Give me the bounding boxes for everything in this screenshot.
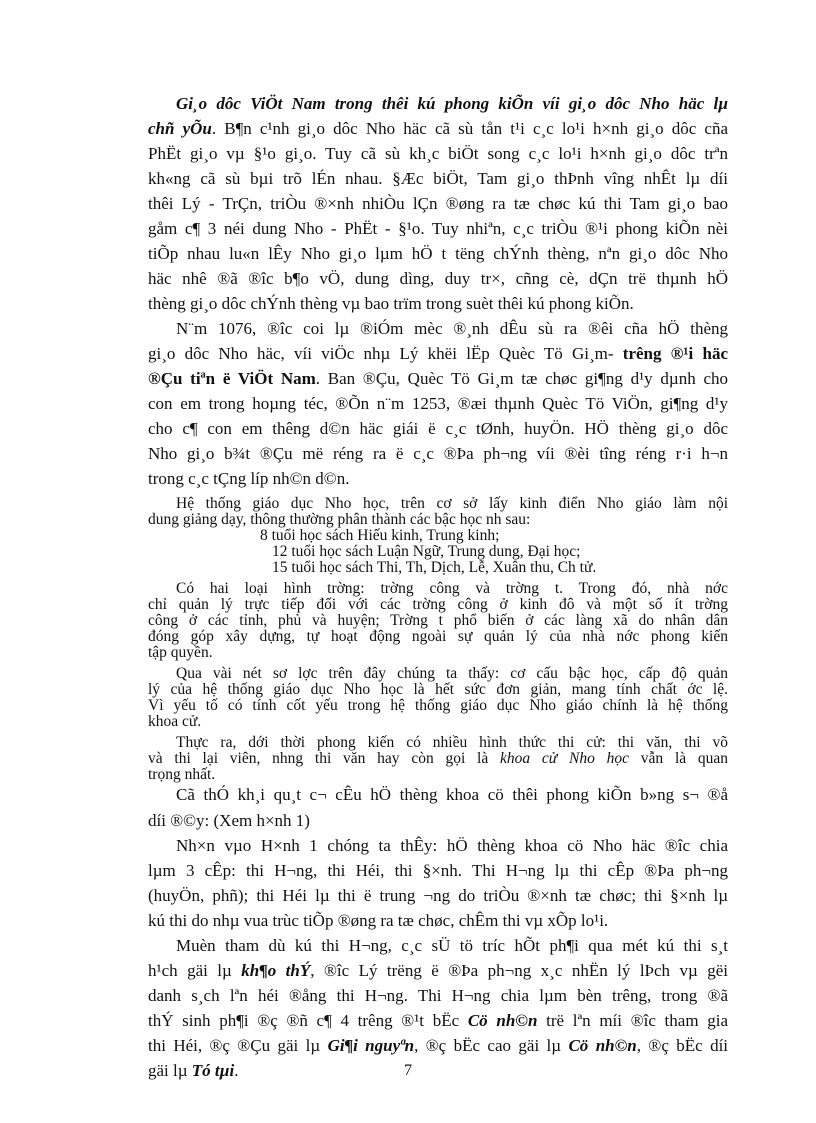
p9-line-5 bbox=[148, 1036, 728, 1055]
p6-emphasis: khoa cử Nho học bbox=[500, 750, 630, 767]
p7-line-2: díi ®©y: (Xem h×nh 1) bbox=[148, 811, 310, 830]
p3-line-5: 15 tuổi học sách Thi, Th, Dịch, Lễ, Xuân thu, Ch tử. bbox=[272, 559, 597, 576]
p2-emphasis-2: ®Çu tiªn ë ViÖt Nam bbox=[148, 369, 316, 388]
p9-emphasis-1: kh¶o thÝ bbox=[241, 961, 311, 980]
p3-line-4: 12 tuổi học sách Luận Ngữ, Trung dung, Đại học; bbox=[272, 543, 581, 560]
p1-line-8: häc nhê ®ã ®îc b¶o vÖ, dung dìng, duy tr×, cñng cè, dÇn trë thµnh hÖ bbox=[148, 269, 728, 288]
p9-line-6-c: . bbox=[234, 1061, 239, 1080]
p9-emphasis-3: Gi¶i nguyªn bbox=[327, 1036, 415, 1055]
p6-line-3: trọng nhất. bbox=[148, 766, 216, 783]
p1-line-2-text: . B¶n c¹nh gi¸o dôc Nho häc cã sù tån t¹i c¸c lo¹i h×nh gi¸o dôc cña bbox=[211, 119, 728, 138]
p1-emphasis: chñ yÕu bbox=[148, 119, 212, 138]
p4-line-4: đóng góp xây dựng, tự hoạt động ngoài sự quản lý của nhà nớc phong kiến bbox=[148, 628, 728, 645]
page-number: 7 bbox=[404, 1062, 412, 1079]
p3-line-2: dung giảng dạy, thông thường phân thành các bậc học nh sau: bbox=[148, 511, 531, 528]
p4-line-1: Có hai loại hình trờng: trờng công và trờng t. Trong đó, nhà nớc bbox=[176, 580, 728, 597]
p4-line-5: tập quyền. bbox=[148, 644, 213, 661]
p1-line-1: Gi¸o dôc ViÖt Nam trong thêi kú phong kiÕn víi gi¸o dôc Nho häc lµ bbox=[176, 94, 728, 113]
p9-line-4 bbox=[148, 1011, 728, 1030]
p9-emphasis-5: Tó tµi bbox=[191, 1061, 235, 1080]
p8-line-2: lµm 3 cÊp: thi H¬ng, thi Héi, thi §×nh. Thi H¬ng lµ thi cÊp ®Þa ph¬ng bbox=[148, 861, 728, 880]
p8-line-4: kú thi do nhµ vua trùc tiÕp ®øng ra tæ chøc, chÊm thi vµ xÕp lo¹i. bbox=[148, 911, 609, 930]
p9-line-2-start: h¹ch gäi lµ bbox=[148, 961, 232, 980]
p7-line-1: Cã thÓ kh¸i qu¸t c¬ cÊu hÖ thèng khoa cö thêi phong kiÕn b»ng s¬ ®å bbox=[176, 785, 728, 804]
p9-emphasis-2: Cö nh©n bbox=[467, 1011, 538, 1030]
p9-line-4-start: thÝ sinh ph¶i ®ç ®ñ c¶ 4 trêng ®¹t bËc bbox=[148, 1011, 460, 1030]
p9-line-2 bbox=[148, 961, 728, 980]
p1-line-6: gåm c¶ 3 néi dung Nho - PhËt - §¹o. Tuy nhiªn, c¸c triÒu ®¹i phong kiÕn nèi bbox=[148, 219, 728, 238]
p1-line-7: tiÕp nhau lu«n lÊy Nho gi¸o lµm hÖ t tëng chÝnh thèng, nªn gi¸o dôc Nho bbox=[148, 244, 728, 263]
p2-line-6: Nho gi¸o b¾t ®Çu më réng ra ë c¸c ®Þa ph¬ng víi ®èi tîng réng r·i h¬n bbox=[148, 444, 728, 463]
p3-line-3: 8 tuổi học sách Hiếu kinh, Trung kinh; bbox=[260, 527, 500, 544]
p2-line-2 bbox=[148, 344, 728, 363]
p3-line-1: Hệ thống giáo dục Nho học, trên cơ sở lấy kinh điển Nho giáo làm nội bbox=[176, 495, 728, 512]
p2-emphasis-1: trêng ®¹i häc bbox=[622, 344, 728, 363]
p1-line-3: PhËt gi¸o vµ §¹o gi¸o. Tuy cã sù kh¸c biÖt song c¸c lo¹i h×nh gi¸o dôc trªn bbox=[148, 144, 728, 163]
p2-line-1: N¨m 1076, ®îc coi lµ ®iÓm mèc ®¸nh dÊu sù ra ®êi cña hÖ thèng bbox=[176, 319, 728, 338]
p2-line-3-text: . Ban ®Çu, Quèc Tö Gi¸m tæ chøc gi¶ng d¹y dµnh cho bbox=[315, 369, 729, 388]
p6-line-2 bbox=[148, 751, 728, 767]
p5-line-3: Vì yếu tố có tính cốt yếu trong hệ thống giáo dục Nho giáo chính là hệ thống bbox=[148, 697, 728, 714]
p9-line-6-a: gäi lµ bbox=[148, 1061, 188, 1080]
p2-line-3 bbox=[148, 369, 728, 388]
p5-line-4: khoa cử. bbox=[148, 713, 202, 730]
p1-line-4: kh«ng cã sù bµi trõ lÉn nhau. §Æc biÖt, Tam gi¸o thÞnh vîng nhÊt lµ díi bbox=[148, 169, 728, 188]
p1-line-5: thêi Lý - TrÇn, triÒu ®×nh nhiÒu lÇn ®øng ra tæ chøc kú thi Tam gi¸o bao bbox=[148, 194, 728, 213]
p9-line-2-end: , ®îc Lý trëng ë ®Þa ph¬ng x¸c nhËn lý lÞch vµ gëi bbox=[310, 961, 728, 980]
p9-line-4-end: trë lªn míi ®îc tham gia bbox=[546, 1011, 729, 1030]
p2-line-5: cho c¶ con em thêng d©n häc giái ë c¸c tØnh, huyÖn. HÖ thèng gi¸o dôc bbox=[148, 419, 728, 438]
p9-line-1: Muèn tham dù kú thi H¬ng, c¸c sÜ tö tríc hÕt ph¶i qua mét kú thi s¸t bbox=[176, 936, 728, 955]
p6-line-2-end: vẫn là quan bbox=[640, 750, 729, 767]
p9-line-5-c: , ®ç bËc cao gäi lµ bbox=[414, 1036, 562, 1055]
p4-line-2: chỉ quản lý trực tiếp đối với các trờng công ở kinh đô và một số ít trờng bbox=[148, 596, 728, 613]
p9-line-5-e: , ®ç bËc díi bbox=[636, 1036, 729, 1055]
p6-line-2-text: và thi lại viên, nhng thi văn hay còn gọi là bbox=[148, 750, 489, 767]
p5-line-1: Qua vài nét sơ lợc trên đây chúng ta thấy: cơ cấu bậc học, cấp độ quản bbox=[176, 665, 728, 682]
p8-line-1: Nh×n vµo H×nh 1 chóng ta thÊy: hÖ thèng khoa cö Nho häc ®îc chia bbox=[176, 836, 728, 855]
p4-line-3: công ở các tỉnh, phủ và huyện; Trờng t phổ biến ở các làng xã do nhân dân bbox=[148, 612, 728, 629]
p6-line-1: Thực ra, dới thời phong kiến có nhiều hình thức thi cử: thi văn, thi võ bbox=[176, 734, 728, 751]
p9-emphasis-4: Cö nh©n bbox=[568, 1036, 637, 1055]
p8-line-3: (huyÖn, phñ); thi Héi lµ thi ë trung ¬ng do triÒu ®×nh tæ chøc; thi §×nh lµ bbox=[148, 886, 728, 905]
p9-line-3: danh s¸ch lªn héi ®ång thi H¬ng. Thi H¬ng chia lµm bèn trêng, trong ®ã bbox=[148, 986, 728, 1005]
p2-line-2-text: gi¸o dôc Nho häc, víi viÖc nhµ Lý khëi lËp Quèc Tö Gi¸m- bbox=[148, 344, 614, 363]
p1-line-2 bbox=[148, 119, 728, 138]
p1-line-9: thèng gi¸o dôc chÝnh thèng vµ bao trïm trong suèt thêi kú phong kiÕn. bbox=[148, 294, 634, 313]
p5-line-2: lý của hệ thống giáo dục Nho học là hết sức đơn giản, mang tính chất ớc lệ. bbox=[148, 681, 728, 698]
p2-line-7: trong c¸c tÇng líp nh©n d©n. bbox=[148, 469, 350, 488]
p2-line-4: con em trong hoµng téc, ®Õn n¨m 1253, ®æi thµnh Quèc Tö ViÖn, gi¶ng d¹y bbox=[148, 394, 728, 413]
p9-line-5-a: thi Héi, ®ç ®Çu gäi lµ bbox=[148, 1036, 321, 1055]
